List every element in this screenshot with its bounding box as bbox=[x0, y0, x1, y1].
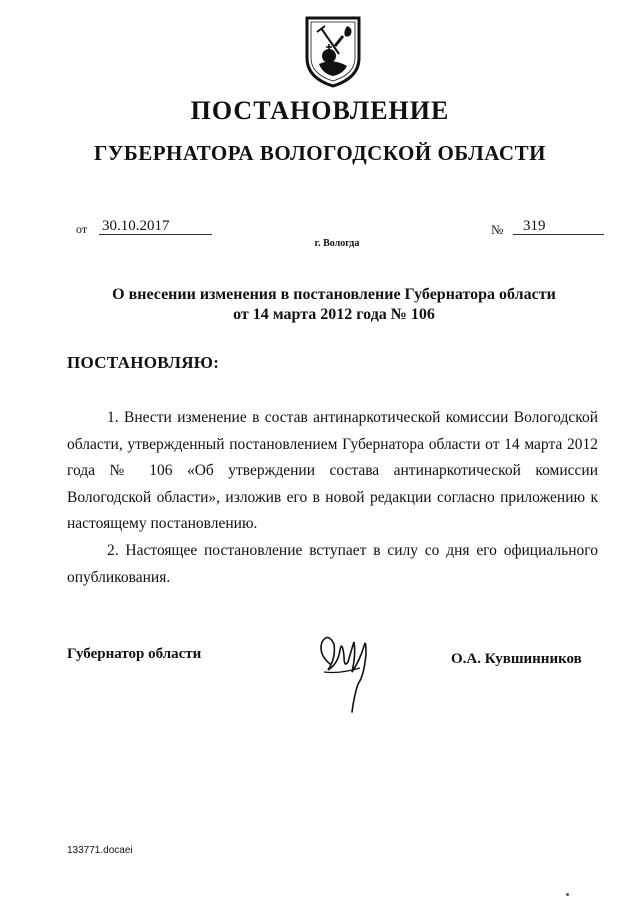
coat-of-arms-icon bbox=[303, 14, 363, 88]
document-subtitle: ГУБЕРНАТОРА ВОЛОГОДСКОЙ ОБЛАСТИ bbox=[94, 141, 546, 165]
signatory-name: О.А. Кувшинников bbox=[451, 651, 582, 667]
number-prefix: № bbox=[491, 222, 504, 237]
handwritten-signature-icon bbox=[310, 624, 380, 716]
paragraph-2: 2. Настоящее постановление вступает в силу со дня его официального опубликования. bbox=[67, 542, 598, 586]
document-subject bbox=[0, 285, 640, 325]
document-number: 319 bbox=[513, 218, 604, 235]
city-label: г. Вологда bbox=[314, 238, 360, 249]
subject-line-2: от 14 марта 2012 года № 106 bbox=[233, 306, 435, 323]
date-prefix: от bbox=[76, 222, 88, 236]
document-date: 30.10.2017 bbox=[99, 218, 212, 235]
signatory-position: Губернатор области bbox=[67, 646, 202, 662]
paragraph-1: 1. Внести изменение в состав антинаркотической комиссии Вологодской области, утвержденный постановлением Губернатора области от 14 марта 2012 года № 106 «Об утверждении состава антинаркотической комиссии Вологодской области», изложив его в новой редакции согласно приложению к настоящему постановлению. bbox=[67, 409, 598, 532]
page-mark bbox=[566, 893, 569, 896]
resolve-heading: ПОСТАНОВЛЯЮ: bbox=[67, 353, 220, 372]
document-title: ПОСТАНОВЛЕНИЕ bbox=[190, 96, 450, 125]
document-id: 133771.docaei bbox=[67, 845, 133, 856]
subject-line-1: О внесении изменения в постановление Губернатора области bbox=[112, 286, 556, 303]
